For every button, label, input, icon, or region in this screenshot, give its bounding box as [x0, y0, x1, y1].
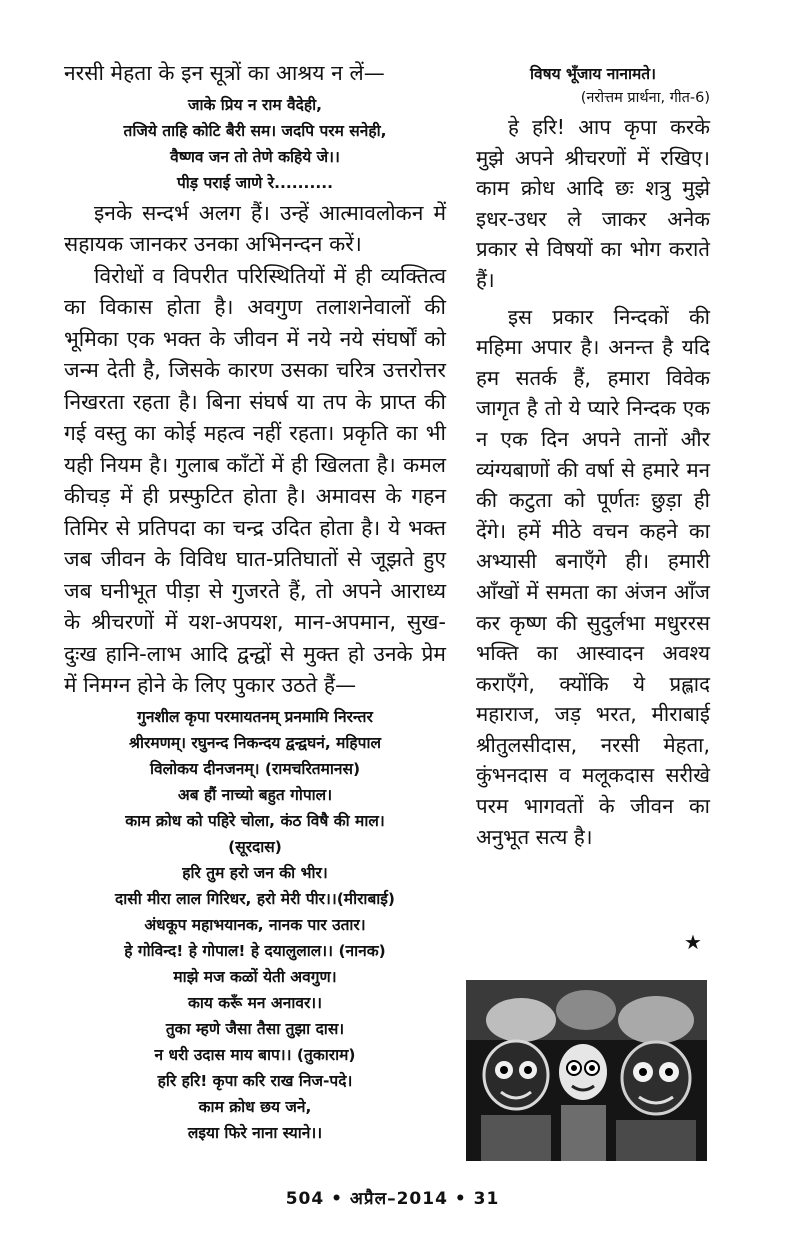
verse-line: अब हौं नाच्यो बहुत गोपाल।	[177, 785, 333, 804]
paragraph-adversity: विरोधों व विपरीत परिस्थितियों में ही व्यक्तित्व का विकास होता है। अवगुण तलाशनेवालों की भूमिका एक भक्त के जीवन में नये नये संघर्षों को जन्म देती है, जिसके कारण उसका चरित्र उत्तरोत्तर निखरता रहता है। बिना संघर्ष या तप के प्राप्त की गई वस्तु का कोई महत्व नहीं रहता। प्रकृति का भी यही नियम है। गुलाब काँटों में ही खिलता है। कमल कीचड़ में ही प्रस्फुटित होता है। अमावस के गहन तिमिर से प्रतिपदा का चन्द्र उदित होता है। ये भक्त जब जीवन के विविध घात-प्रतिघातों से जूझते हुए जब घनीभूत पीड़ा से गुजरते हैं, तो अपने आराध्य के श्रीचरणों में यश-अपयश, मान-अपमान, सुख-दुःख हानि-लाभ आदि द्वन्द्वों से मुक्त हो उनके प्रेम में निमग्न होने के लिए पुकार उठते हैं—	[64, 263, 446, 697]
verse-line: श्रीरमणम्। रघुनन्द निकन्दय द्वन्द्वघनं, महिपाल	[129, 733, 381, 752]
intro-line: नरसी मेहता के इन सूत्रों का आश्रय न लें—	[64, 61, 385, 85]
verse-source: (नरोत्तम प्रार्थना, गीत-6)	[580, 90, 710, 106]
verse-line: वैष्णव जन तो तेणे कहिये जे।।	[170, 147, 340, 166]
verse-line: तुका म्हणे जैसा तैसा तुझा दास।	[165, 1019, 345, 1038]
verse-line: विलोकय दीनजनम्। (रामचरितमानस)	[149, 759, 361, 778]
paragraph-prayer: हे हरि! आप कृपा करके मुझे अपने श्रीचरणों में रखिए। काम क्रोध आदि छः शत्रु मुझे इधर-उधर ले जाकर अनेक प्रकार से विषयों का भोग कराते हैं।	[476, 115, 710, 292]
verse-line: गुनशील कृपा परमायतनम् प्रनमामि निरन्तर	[137, 707, 373, 726]
page-footer: 504 • अप्रैल–2014 • 31	[285, 1189, 500, 1209]
verse-line: (सूरदास)	[228, 837, 282, 856]
verse-line: काय करूँ मन अनावर।।	[187, 993, 323, 1012]
saints-verses	[64, 704, 446, 1146]
verse-line: हरि हरि! कृपा करि राख निज-पदे।	[157, 1071, 353, 1090]
narottam-verse-line: विषय भूँजाय नानामते।	[530, 65, 656, 83]
deity-photo	[466, 980, 707, 1161]
verse-line: न धरी उदास माय बाप।। (तुकाराम)	[154, 1045, 356, 1064]
verse-line: काम क्रोध को पहिरे चोला, कंठ विषै की माल।	[125, 811, 385, 830]
end-star-icon: ★	[684, 930, 702, 954]
verse-line: माझे मज कळों येती अवगुण।	[173, 967, 337, 986]
verse-line: हे गोविन्द! हे गोपाल! हे दयालुलाल।। (नानक)	[124, 941, 386, 960]
narsi-verse	[64, 92, 446, 196]
right-column	[476, 62, 710, 852]
verse-line: जाके प्रिय न राम वैदेही,	[187, 95, 323, 114]
paragraph-critics: इस प्रकार निन्दकों की महिमा अपार है। अनन्त है यदि हम सतर्क हैं, हमारा विवेक जागृत है तो ये प्यारे निन्दक एक न एक दिन अपने तानों और व्यंग्यबाणों की वर्षा से हमारे मन की कटुता को पूर्णतः छुड़ा ही देंगे। हमें मीठे वचन कहने का अभ्यासी बनाएँगे ही। हमारी आँखों में समता का अंजन आँज कर कृष्ण की सुदुर्लभा मधुररस भक्ति का आस्वादन अवश्य कराएँगे, क्योंकि ये प्रह्लाद महाराज, जड़ भरत, मीराबाई श्रीतुलसीदास, नरसी मेहता, कुंभनदास व मलूकदास सरीखे परम भागवतों के जीवन का अनुभूत सत्य है।	[476, 304, 710, 849]
verse-line: हरि तुम हरो जन की भीर।	[182, 863, 328, 882]
left-column	[64, 58, 446, 1148]
verse-line: पीड़ पराई जाणे रे..........	[176, 173, 333, 192]
verse-line: तजिये ताहि कोटि बैरी सम। जदपि परम सनेही,	[123, 121, 387, 140]
verse-line: अंधकूप महाभयानक, नानक पार उतार।	[144, 915, 366, 934]
verse-line: लइया फिरे नाना स्याने।।	[187, 1123, 323, 1142]
verse-line: काम क्रोध छय जने,	[198, 1097, 312, 1116]
verse-line: दासी मीरा लाल गिरिधर, हरो मेरी पीर।।(मीराबाई)	[114, 889, 396, 908]
paragraph-context: इनके सन्दर्भ अलग हैं। उन्हें आत्मावलोकन में सहायक जानकर उनका अभिनन्दन करें।	[64, 200, 446, 256]
jagannath-deities-image	[466, 980, 707, 1161]
